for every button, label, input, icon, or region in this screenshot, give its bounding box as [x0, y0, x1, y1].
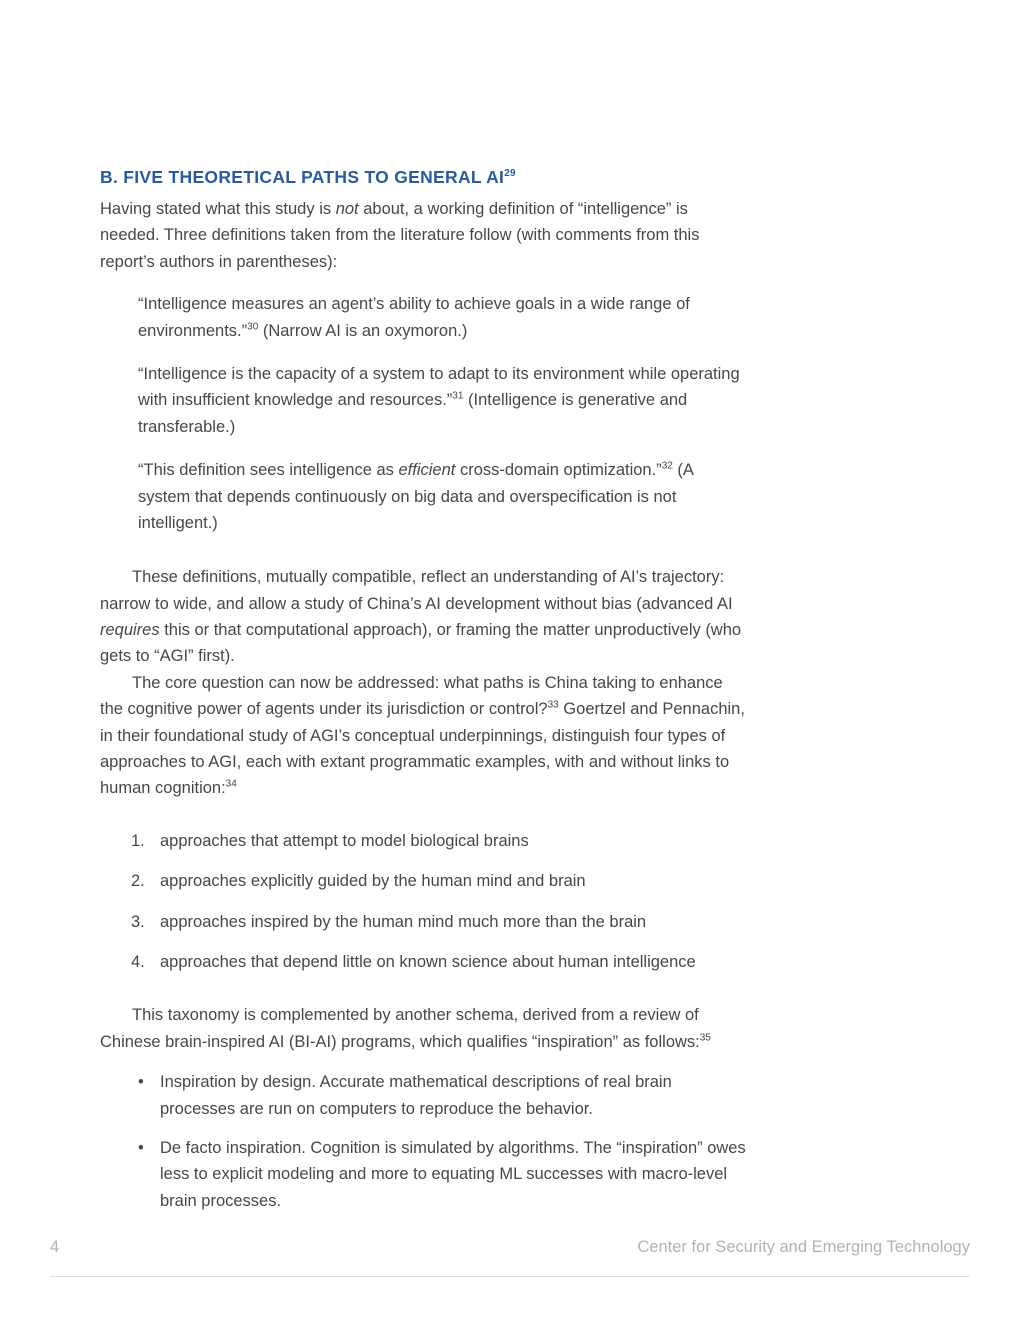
footer-divider: [50, 1276, 970, 1277]
list-item: [100, 868, 748, 894]
list-item-number: 2.: [131, 872, 145, 891]
footnote-ref-34: 34: [225, 778, 237, 790]
page-number: 4: [50, 1238, 60, 1256]
list-item-number: 1.: [131, 831, 145, 850]
list-item-number: 3.: [131, 912, 145, 931]
paragraph-segment: This taxonomy is complemented by another schema, derived from a review of Chinese brain-inspired AI (BI-AI) programs, which qualifies “inspiration” as follows:: [100, 1006, 700, 1051]
paragraph-taxonomy: [100, 1002, 748, 1055]
intro-paragraph: [100, 196, 748, 275]
quote-comment: (Intelligence is generative and transferable.): [138, 391, 688, 436]
quote-text: “Intelligence is the capacity of a system to adapt to its environment while operating with insufficient knowledge and resources.”: [138, 364, 740, 410]
list-item: [100, 909, 748, 935]
footnote-ref-31: 31: [452, 390, 464, 402]
intro-segment: Having stated what this study is: [100, 200, 336, 218]
bullet-icon: •: [138, 1073, 144, 1092]
footnote-ref-32: 32: [661, 460, 673, 472]
paragraph-italic: requires: [100, 621, 160, 640]
list-item-text: Inspiration by design. Accurate mathematical descriptions of real brain processes are run on computers to reproduce the behavior.: [160, 1073, 672, 1118]
section-heading-text: B. FIVE THEORETICAL PATHS TO GENERAL AI: [100, 167, 505, 187]
quote-definition-1: [138, 291, 748, 344]
list-item: [100, 1135, 748, 1214]
paragraph-definitions: [100, 564, 748, 670]
quote-definition-3: [138, 457, 748, 536]
paragraph-core-question: [100, 670, 748, 802]
paragraph-segment: These definitions, mutually compatible, reflect an understanding of AI’s trajectory: narrow to wide, and allow a study of China’s AI development without bias (advanced AI: [100, 568, 733, 613]
quote-comment: (A system that depends continuously on big data and overspecification is not intelligent.): [138, 461, 693, 532]
quote-text: “This definition sees intelligence as: [138, 461, 399, 480]
quote-italic: efficient: [398, 461, 456, 480]
quote-text: cross-domain optimization.”: [455, 461, 662, 480]
footnote-ref-35: 35: [699, 1032, 711, 1044]
list-item: [100, 828, 748, 854]
footer-organization: Center for Security and Emerging Technology: [637, 1238, 970, 1256]
paragraph-segment: this or that computational approach), or framing the matter unproductively (who gets to “AGI” first).: [100, 621, 742, 666]
paragraph-segment: Goertzel and Pennachin, in their foundational study of AGI’s conceptual underpinnings, distinguish four types of approaches to AGI, each with extant programmatic examples, with and without links to human cognition:: [100, 700, 745, 798]
list-item: [100, 949, 748, 975]
list-item-number: 4.: [131, 952, 145, 971]
list-item-text: approaches explicitly guided by the human mind and brain: [160, 872, 586, 891]
list-item-text: approaches inspired by the human mind much more than the brain: [160, 912, 647, 931]
definition-quotes: [100, 291, 748, 536]
paragraph-segment: The core question can now be addressed: what paths is China taking to enhance the cognitive power of agents under its jurisdiction or control?: [100, 673, 723, 719]
quote-comment: (Narrow AI is an oxymoron.): [258, 321, 468, 340]
list-item: [100, 1069, 748, 1122]
inspiration-bullet-list: [100, 1069, 748, 1214]
list-item-text: De facto inspiration. Cognition is simulated by algorithms. The “inspiration” owes less to explicit modeling and more to equating ML successes with macro-level brain processes.: [160, 1138, 746, 1210]
section-heading: [100, 163, 748, 191]
bullet-icon: •: [138, 1138, 144, 1157]
intro-segment: about, a working definition of “intelligence” is needed. Three definitions taken from the literature follow (with comments from this report’s authors in parentheses):: [100, 200, 700, 271]
quote-definition-2: [138, 361, 748, 440]
footnote-ref-33: 33: [547, 699, 559, 711]
approaches-numbered-list: [100, 828, 748, 976]
page-content: [100, 163, 748, 1214]
page-footer: [50, 1238, 970, 1257]
footnote-ref-30: 30: [247, 321, 259, 333]
footnote-ref-29: 29: [504, 168, 516, 180]
intro-italic: not: [335, 200, 359, 218]
list-item-text: approaches that attempt to model biological brains: [160, 831, 529, 850]
quote-text: “Intelligence measures an agent’s ability to achieve goals in a wide range of environments.”: [138, 295, 690, 340]
list-item-text: approaches that depend little on known science about human intelligence: [160, 952, 696, 971]
